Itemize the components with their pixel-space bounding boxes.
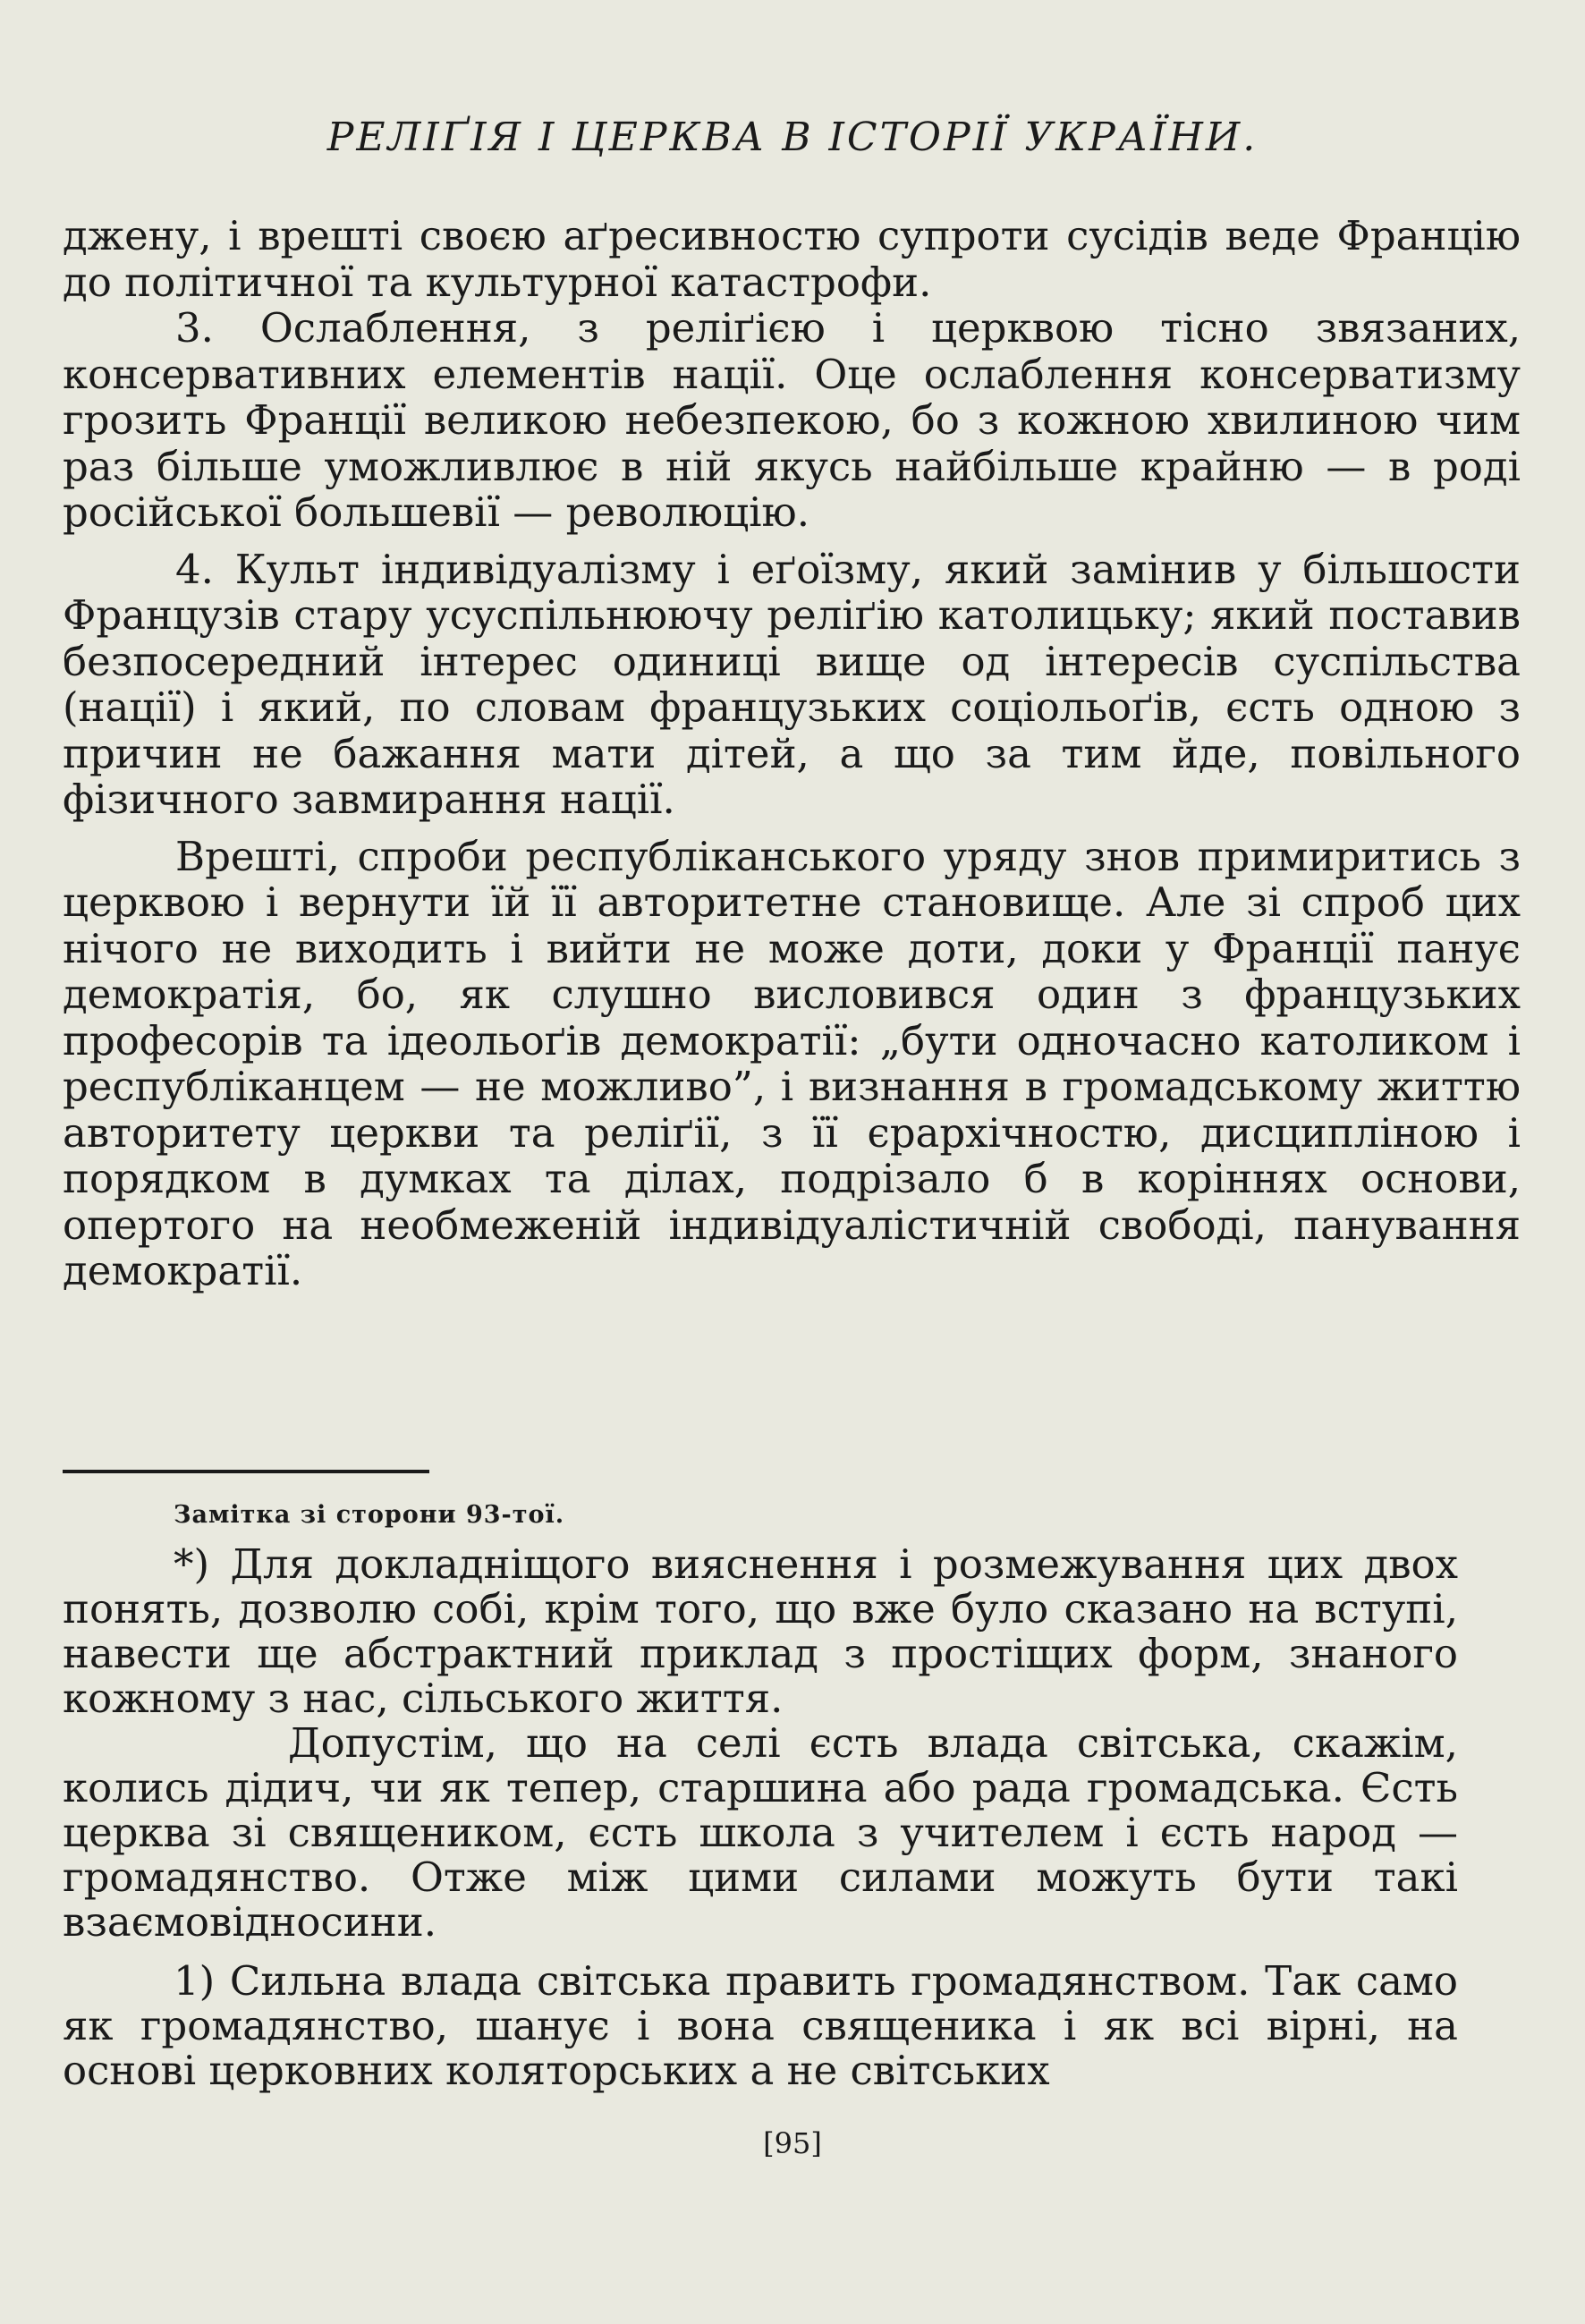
footnote-heading: Замітка зі сторони 93-тої. xyxy=(174,1501,565,1529)
paragraph: джену, і врешті своєю аґресивностю супроти сусідів веде Францію до політичної та культурної катастрофи. xyxy=(63,212,1521,306)
footnote-paragraph: *) Для докладніщого вияснення і розмежування цих двох понять, дозволю собі, крім того, що вже було сказано на вступі, навести ще абстрактний приклад з простіщих форм, знаного кожному з нас, сільського життя. xyxy=(63,1540,1458,1722)
footnote-paragraph: Допустім, що на селі єсть влада світська, скажім, колись дідич, чи як тепер, старшина або рада громадська. Єсть церква зі священиком, єсть школа з учителем і єсть народ — громадянство. Отже між цими силами можуть бути такі взаємовідносини. xyxy=(63,1719,1458,1946)
page-number: [95] xyxy=(763,2126,822,2160)
paragraph: 4. Культ індивідуалізму і еґоїзму, який замінив у більшости Французів стару усуспільнюючу реліґію католицьку; який поставив безпосередний інтерес одиниці вище од інтересів суспільства (нації) і який, по словам французьких соціольоґів, єсть одною з причин не бажання мати дітей, а що за тим йде, повільного фізичного завмирання нації. xyxy=(63,545,1521,823)
paragraph: 3. Ослаблення, з реліґією і церквою тісно звязаних, консервативних елементів нації. Оце ослаблення консерватизму грозить Франції великою небезпекою, бо з кожною хвилиною чим раз більше уможливлює в ній якусь найбільше крайню — в роді російської большевії — революцію. xyxy=(63,304,1521,536)
footnote-paragraph: 1) Сильна влада світська править громадянством. Так само як громадянство, шанує і вона священика і як всі вірні, на основі церковних коляторських а не світських xyxy=(63,1957,1458,2094)
main-text xyxy=(63,213,1521,1294)
footnote-text xyxy=(63,1542,1458,2093)
book-page xyxy=(63,0,1522,2324)
paragraph: Врешті, спроби республіканського уряду знов примиритись з церквою і вернути їй її авторитетне становище. Але зі спроб цих нічого не виходить і вийти не може доти, доки у Франції панує демократія, бо, як слушно висловився один з французьких професорів та ідеольоґів демократії: „бути одночасно католиком і республіканцем — не можливо”, і визнання в громадському життю авторитету церкви та реліґії, з її єрархічностю, дисципліною і порядком в думках та ділах, подрізало б в коріннях основи, опертого на необмеженій індивідуалістичній свободі, панування демократії. xyxy=(63,832,1521,1294)
running-title: РЕЛІҐІЯ І ЦЕРКВА В ІСТОРІЇ УКРАЇНИ. xyxy=(326,115,1259,160)
footnote-divider xyxy=(63,1470,429,1473)
